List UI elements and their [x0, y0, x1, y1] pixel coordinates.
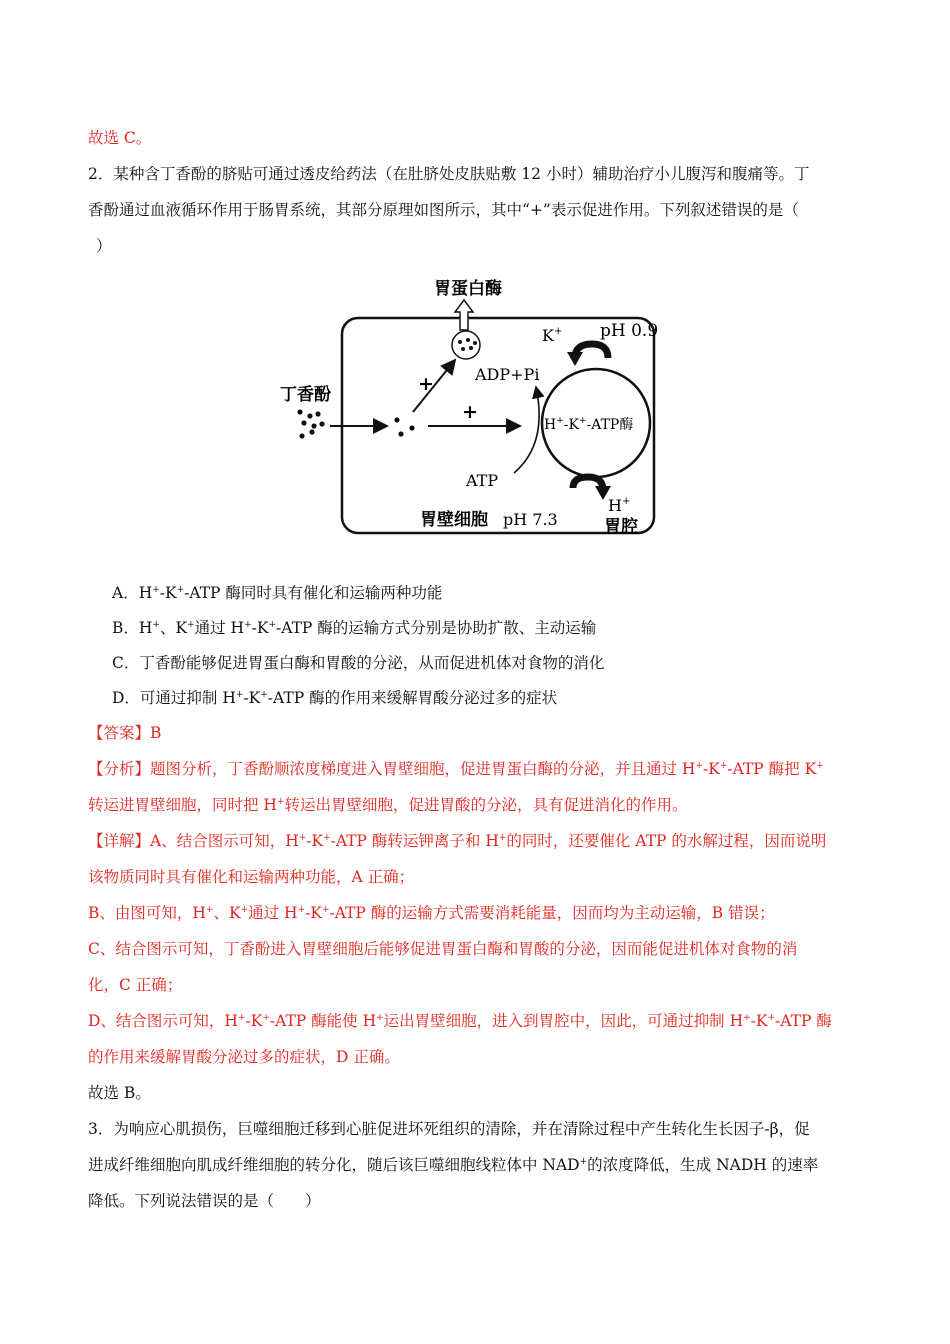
- pepsin-label: 胃蛋白酶: [434, 279, 502, 299]
- lumen-label: 胃腔: [604, 517, 638, 537]
- eugenol-label: 丁香酚: [280, 385, 331, 405]
- analysis-line: 转运进胃壁细胞，同时把 H+转运出胃壁细胞，促进胃酸的分泌，具有促进消化的作用。: [88, 796, 688, 814]
- detail-line: 【详解】A、结合图示可知，H+-K+-ATP 酶转运钾离子和 H+的同时，还要催化 ATP 的水解过程，因而说明: [88, 832, 827, 850]
- secretion-arrow: [455, 300, 473, 330]
- internal-eugenol-dots: [394, 417, 414, 436]
- question-2-stem: ）: [96, 237, 112, 255]
- option-c: C．丁香酚能够促进胃蛋白酶和胃酸的分泌，从而促进机体对食物的消化: [112, 654, 605, 672]
- option-d: D．可通过抑制 H+-K+-ATP 酶的作用来缓解胃酸分泌过多的症状: [112, 689, 558, 707]
- analysis-line: 【分析】题图分析，丁香酚顺浓度梯度进入胃壁细胞，促进胃蛋白酶的分泌，并且通过 H+-K+-ATP 酶把 K+: [88, 760, 824, 778]
- question-3-stem: 降低。下列说法错误的是（ ）: [88, 1192, 321, 1210]
- detail-line: B、由图可知，H+、K+通过 H+-K+-ATP 酶的运输方式需要消耗能量，因而均为主动运输，B 错误；: [88, 904, 775, 922]
- question-2-stem: 2．某种含丁香酚的脐贴可通过透皮给药法（在肚脐处皮肤贴敷 12 小时）辅助治疗小儿腹泻和腹痛等。丁: [88, 165, 810, 183]
- option-a: A．H+-K+-ATP 酶同时具有催化和运输两种功能: [112, 584, 443, 602]
- vesicle: [452, 331, 480, 359]
- detail-line: 化，C 正确；: [88, 976, 183, 994]
- detail-line: D、结合图示可知，H+-K+-ATP 酶能使 H+运出胃壁细胞，进入到胃腔中，因此，可通过抑制 H+-K+-ATP 酶: [88, 1012, 832, 1030]
- final-answer: 故选 B。: [88, 1084, 151, 1102]
- atp-hydrolysis-arrow: [514, 387, 539, 473]
- detail-line: 该物质同时具有催化和运输两种功能，A 正确；: [88, 868, 415, 886]
- pump-label: H+-K+-ATP酶: [544, 416, 634, 433]
- detail-line: C、结合图示可知，丁香酚进入胃壁细胞后能够促进胃蛋白酶和胃酸的分泌，因而能促进机体对食物的消: [88, 940, 798, 958]
- plus-sign: +: [462, 401, 478, 423]
- k-ion-label: K+: [542, 326, 563, 345]
- question-3-stem: 进成纤维细胞向肌成纤维细胞的转分化，随后该巨噬细胞线粒体中 NAD+的浓度降低，生成 NADH 的速率: [88, 1156, 819, 1174]
- previous-answer: 故选 C。: [88, 129, 152, 147]
- question-3-stem: 3．为响应心肌损伤，巨噬细胞迁移到心脏促进坏死组织的清除，并在清除过程中产生转化生长因子-β，促: [88, 1120, 810, 1138]
- answer: 【答案】B: [88, 724, 162, 742]
- stomach-cell-diagram: [270, 268, 670, 544]
- cell-label: 胃壁细胞: [420, 510, 488, 530]
- plus-sign: +: [418, 373, 434, 395]
- adp-pi-label: ADP+Pi: [475, 365, 540, 384]
- option-b: B．H+、K+通过 H+-K+-ATP 酶的运输方式分别是协助扩散、主动运输: [112, 619, 597, 637]
- eugenol-dots: [297, 409, 324, 438]
- detail-line: 的作用来缓解胃酸分泌过多的症状，D 正确。: [88, 1048, 400, 1066]
- question-2-stem: 香酚通过血液循环作用于肠胃系统，其部分原理如图所示，其中“+”表示促进作用。下列叙述错误的是（: [88, 201, 799, 219]
- atp-label: ATP: [466, 471, 499, 490]
- cell-ph-label: pH 7.3: [503, 510, 558, 529]
- h-ion-label: H+: [608, 496, 631, 515]
- lumen-ph-label: pH 0.9: [600, 321, 659, 341]
